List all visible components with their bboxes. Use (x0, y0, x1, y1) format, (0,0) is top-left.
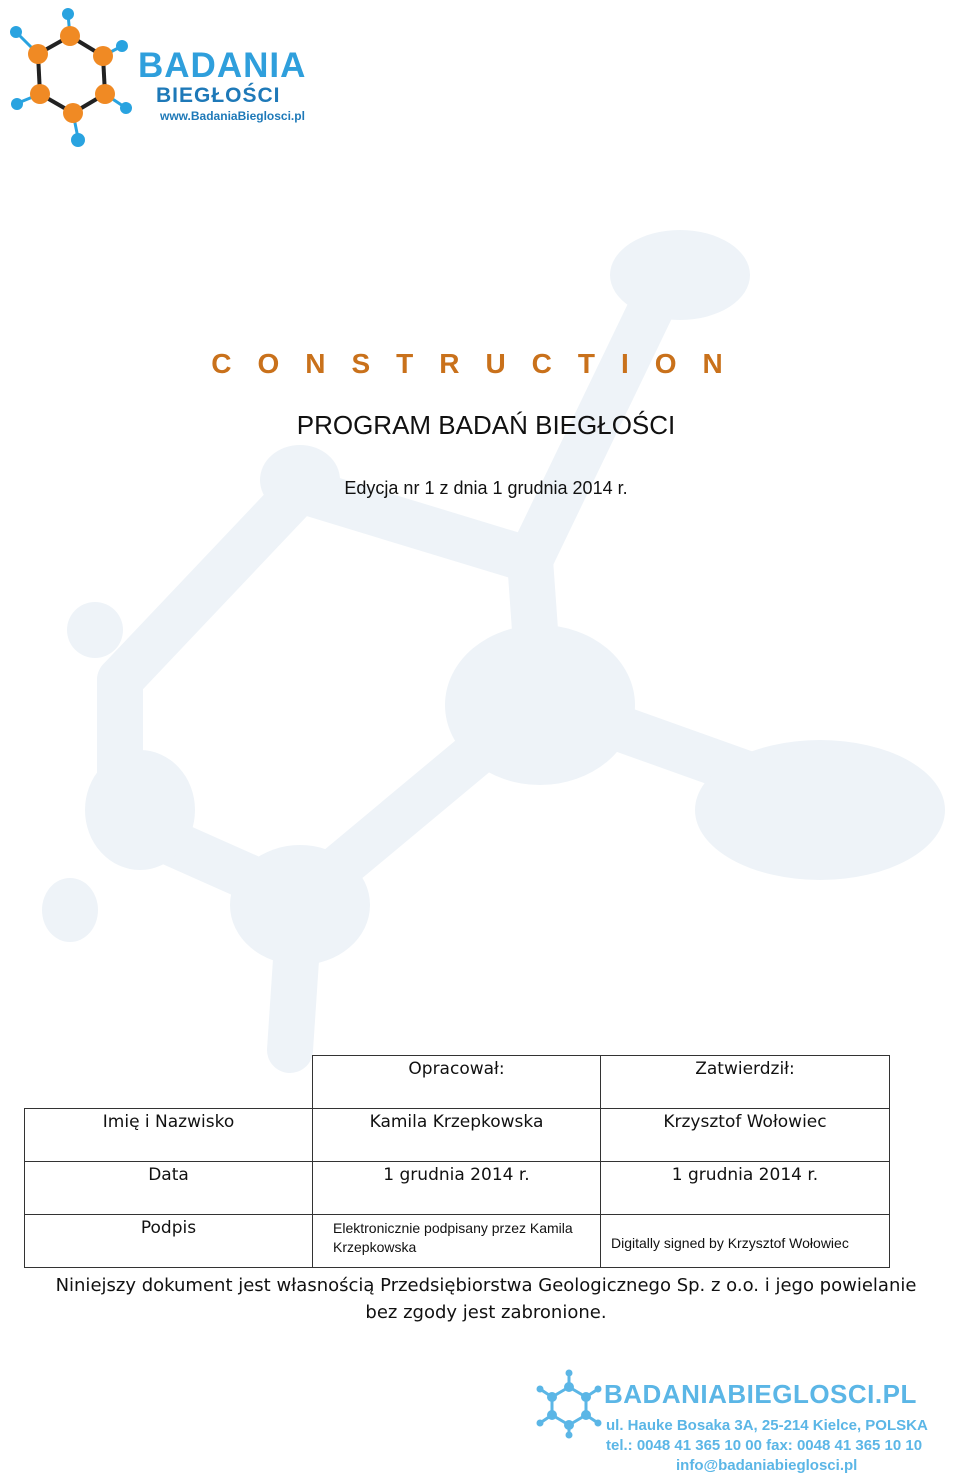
footer-brand: BADANIABIEGLOSCI.PL (604, 1379, 917, 1409)
prepared-name: Kamila Krzepkowska (369, 1112, 544, 1132)
construction-stamp: CONSTRUCTION (211, 348, 749, 379)
table-row-label (25, 1215, 313, 1268)
table-header-approved (601, 1056, 890, 1109)
row-label-signature: Podpis (140, 1218, 197, 1238)
brand-subtitle: BIEGŁOŚCI (156, 84, 281, 107)
table-row (25, 1162, 890, 1215)
logo-top (8, 6, 328, 151)
footer-address: ul. Hauke Bosaka 3A, 25-214 Kielce, POLSKA (606, 1417, 928, 1434)
document-edition: Edycja nr 1 z dnia 1 grudnia 2014 r. (344, 478, 628, 498)
document-title: PROGRAM BADAŃ BIEGŁOŚCI (296, 410, 676, 440)
ownership-notice: Niniejszy dokument jest własnością Przedsiębiorstwa Geologicznego Sp. z o.o. i jego powielanie bez zgody jest zabronione. (55, 1275, 917, 1323)
header-approved-label: Zatwierdził: (695, 1059, 795, 1079)
molecule-logo-icon (8, 6, 138, 151)
table-row-label (25, 1109, 313, 1162)
molecule-footer-icon (534, 1369, 604, 1439)
footer-phone: tel.: 0048 41 365 10 00 fax: 0048 41 365 10 10 (606, 1437, 923, 1454)
table-cell (313, 1109, 601, 1162)
table-cell-empty (25, 1056, 313, 1109)
row-label-name: Imię i Nazwisko (102, 1112, 235, 1132)
header-prepared-label: Opracował: (408, 1059, 505, 1079)
footer-email: info@badaniabieglosci.pl (676, 1457, 858, 1474)
table-cell (601, 1109, 890, 1162)
prepared-signature: Elektronicznie podpisany przez Kamila Krzepkowska (333, 1220, 573, 1255)
brand-title: BADANIA (138, 46, 307, 85)
table-row (25, 1215, 890, 1268)
table-cell (601, 1215, 890, 1268)
approval-table (24, 1055, 890, 1268)
approved-date: 1 grudnia 2014 r. (671, 1165, 819, 1185)
brand-url: www.BadaniaBieglosci.pl (160, 109, 305, 123)
table-cell (313, 1215, 601, 1268)
table-header-row (25, 1056, 890, 1109)
table-cell (313, 1162, 601, 1215)
table-row-label (25, 1162, 313, 1215)
logo-bottom (530, 1365, 950, 1477)
prepared-date: 1 grudnia 2014 r. (383, 1165, 530, 1185)
approved-signature: Digitally signed by Krzysztof Wołowiec (611, 1235, 849, 1251)
approved-name: Krzysztof Wołowiec (663, 1112, 827, 1132)
row-label-date: Data (148, 1165, 189, 1185)
table-cell (601, 1162, 890, 1215)
table-header-prepared (313, 1056, 601, 1109)
table-row (25, 1109, 890, 1162)
